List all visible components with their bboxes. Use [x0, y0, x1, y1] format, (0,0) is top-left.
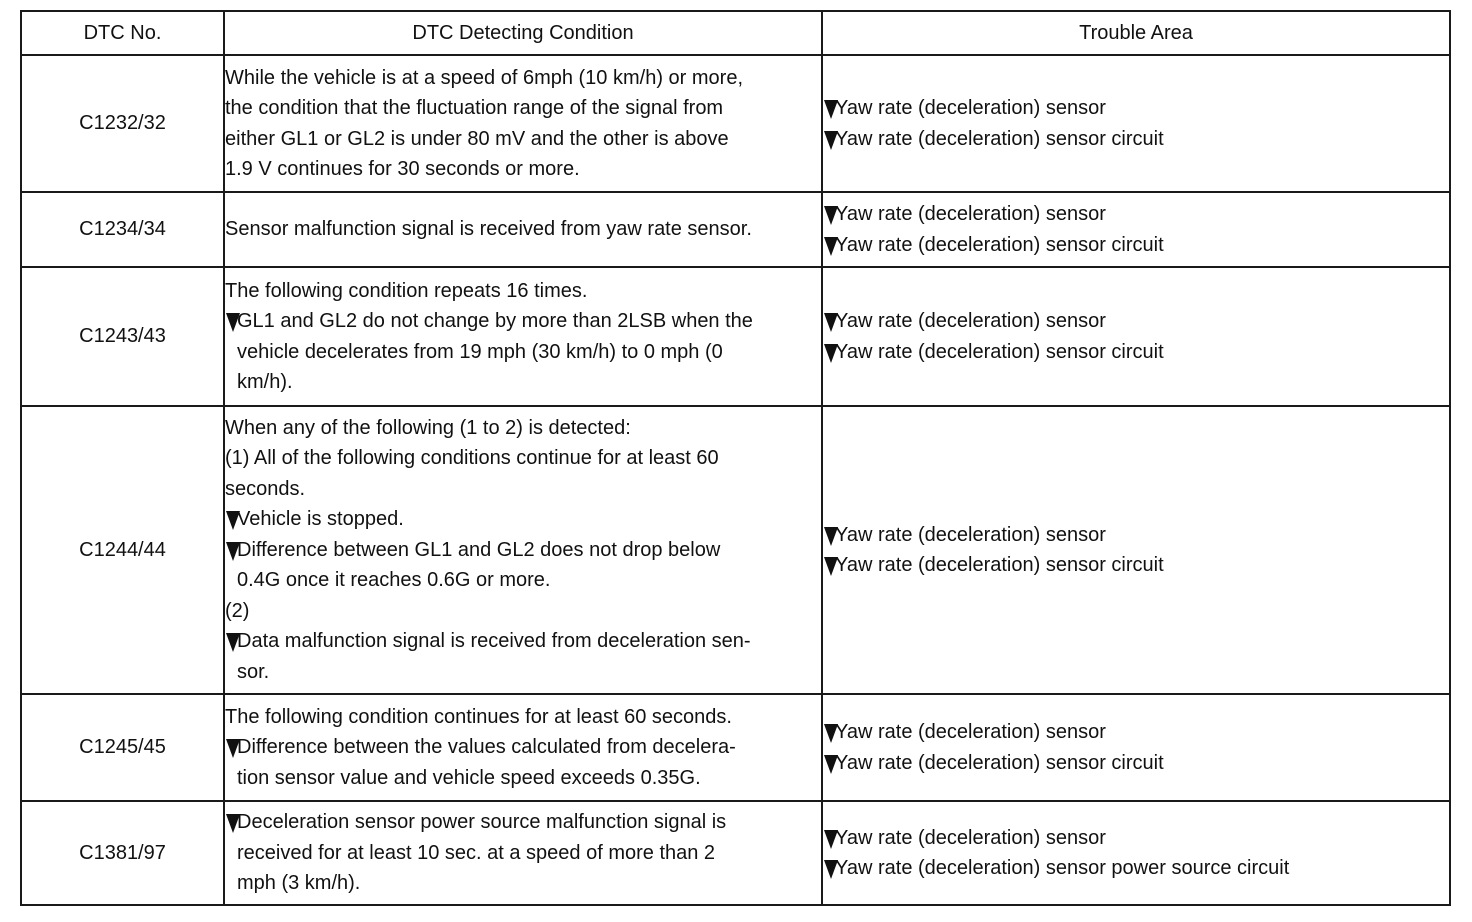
bullet-triangle-icon	[824, 724, 838, 743]
bullet-triangle-icon	[824, 206, 838, 225]
trouble-area-text: Yaw rate (deceleration) sensor circuit	[835, 751, 1164, 774]
bullet-triangle-icon	[226, 511, 240, 530]
detecting-condition	[224, 406, 822, 694]
dtc-code: C1243/43	[21, 267, 224, 406]
bullet-triangle-icon	[824, 830, 838, 849]
trouble-area-text: Yaw rate (deceleration) sensor circuit	[835, 340, 1164, 363]
table-row	[21, 55, 1450, 192]
header-row	[21, 11, 1450, 55]
bullet-triangle-icon	[824, 755, 838, 774]
trouble-area-text: Yaw rate (deceleration) sensor	[835, 310, 1106, 332]
trouble-area-item	[823, 748, 1449, 779]
trouble-area-item	[823, 230, 1449, 261]
trouble-area-item	[823, 124, 1449, 155]
condition-text: 0.4G once it reaches 0.6G or more.	[237, 569, 551, 592]
condition-text: either GL1 or GL2 is under 80 mV and the other is above	[225, 127, 729, 150]
dtc-code: C1232/32	[21, 55, 224, 192]
trouble-area	[822, 406, 1450, 694]
bullet-triangle-icon	[226, 739, 240, 758]
detecting-condition	[224, 694, 822, 801]
condition-text: Data malfunction signal is received from deceleration sen-	[237, 630, 751, 653]
header-condition: DTC Detecting Condition	[224, 11, 822, 55]
dtc-table-body	[21, 55, 1450, 905]
condition-text: When any of the following (1 to 2) is detected:	[225, 416, 631, 439]
trouble-area-text: Yaw rate (deceleration) sensor	[835, 203, 1106, 225]
trouble-area-text: Yaw rate (deceleration) sensor	[835, 523, 1106, 546]
trouble-area-item	[823, 337, 1449, 368]
bullet-triangle-icon	[824, 313, 838, 332]
bullet-triangle-icon	[226, 313, 240, 332]
trouble-area-item	[823, 853, 1449, 884]
condition-text: vehicle decelerates from 19 mph (30 km/h) to 0 mph (0	[237, 340, 723, 363]
condition-text: the condition that the fluctuation range of the signal from	[225, 97, 724, 119]
detecting-condition	[224, 801, 822, 905]
condition-text: Vehicle is stopped.	[237, 508, 404, 531]
bullet-triangle-icon	[824, 100, 838, 119]
table-row	[21, 406, 1450, 694]
trouble-area-item	[823, 199, 1449, 230]
trouble-area-item	[823, 823, 1449, 854]
condition-text: Difference between GL1 and GL2 does not drop below	[237, 538, 721, 561]
bullet-triangle-icon	[226, 542, 240, 561]
condition-bullet-line	[225, 535, 821, 566]
dtc-code: C1381/97	[21, 801, 224, 905]
trouble-area-text: Yaw rate (deceleration) sensor circuit	[835, 233, 1164, 256]
condition-text: km/h).	[237, 371, 293, 393]
table-row	[21, 801, 1450, 905]
trouble-area	[822, 801, 1450, 905]
condition-bullet-line	[225, 306, 821, 337]
dtc-table	[20, 10, 1451, 906]
condition-text: GL1 and GL2 do not change by more than 2LSB when the	[237, 310, 753, 332]
condition-bullet-line	[225, 504, 821, 535]
trouble-area-text: Yaw rate (deceleration) sensor	[835, 97, 1106, 119]
detecting-condition	[224, 55, 822, 192]
table-row	[21, 267, 1450, 406]
trouble-area-text: Yaw rate (deceleration) sensor circuit	[835, 554, 1164, 576]
condition-text: tion sensor value and vehicle speed exceeds 0.35G.	[237, 766, 701, 789]
condition-text: Deceleration sensor power source malfunction signal is	[237, 811, 727, 834]
trouble-area-item	[823, 550, 1449, 581]
bullet-triangle-icon	[824, 860, 838, 879]
bullet-triangle-icon	[824, 344, 838, 363]
condition-text: (1) All of the following conditions continue for at least 60	[225, 447, 719, 470]
bullet-triangle-icon	[824, 237, 838, 256]
trouble-area	[822, 267, 1450, 406]
condition-text: Sensor malfunction signal is received from yaw rate sensor.	[225, 218, 752, 241]
condition-text: sor.	[237, 660, 270, 683]
condition-text: seconds.	[225, 477, 306, 500]
condition-text: The following condition repeats 16 times.	[225, 279, 588, 302]
condition-text: (2)	[225, 599, 250, 622]
bullet-triangle-icon	[824, 527, 838, 546]
detecting-condition	[224, 192, 822, 267]
trouble-area	[822, 55, 1450, 192]
condition-bullet-line	[225, 807, 821, 838]
trouble-area-item	[823, 520, 1449, 551]
trouble-area-item	[823, 306, 1449, 337]
trouble-area	[822, 192, 1450, 267]
condition-text: While the vehicle is at a speed of 6mph (10 km/h) or more,	[225, 66, 744, 89]
bullet-triangle-icon	[226, 814, 240, 833]
bullet-triangle-icon	[824, 557, 838, 576]
condition-text: 1.9 V continues for 30 seconds or more.	[225, 158, 580, 180]
condition-bullet-line	[225, 732, 821, 763]
condition-text: Difference between the values calculated from decelera-	[237, 736, 736, 759]
table-row	[21, 694, 1450, 801]
dtc-code: C1245/45	[21, 694, 224, 801]
bullet-triangle-icon	[824, 131, 838, 150]
table-row	[21, 192, 1450, 267]
dtc-code: C1234/34	[21, 192, 224, 267]
condition-text: mph (3 km/h).	[237, 872, 361, 895]
trouble-area-text: Yaw rate (deceleration) sensor	[835, 721, 1106, 743]
dtc-code: C1244/44	[21, 406, 224, 694]
header-trouble-area: Trouble Area	[822, 11, 1450, 55]
detecting-condition	[224, 267, 822, 406]
trouble-area-item	[823, 717, 1449, 748]
trouble-area-text: Yaw rate (deceleration) sensor power source circuit	[835, 857, 1290, 879]
condition-text: The following condition continues for at least 60 seconds.	[225, 705, 732, 728]
trouble-area-text: Yaw rate (deceleration) sensor	[835, 826, 1106, 849]
condition-bullet-line	[225, 626, 821, 657]
trouble-area	[822, 694, 1450, 801]
header-dtc-no: DTC No.	[21, 11, 224, 55]
bullet-triangle-icon	[226, 633, 240, 652]
condition-text: received for at least 10 sec. at a speed of more than 2	[237, 841, 716, 864]
trouble-area-item	[823, 93, 1449, 124]
trouble-area-text: Yaw rate (deceleration) sensor circuit	[835, 127, 1164, 150]
